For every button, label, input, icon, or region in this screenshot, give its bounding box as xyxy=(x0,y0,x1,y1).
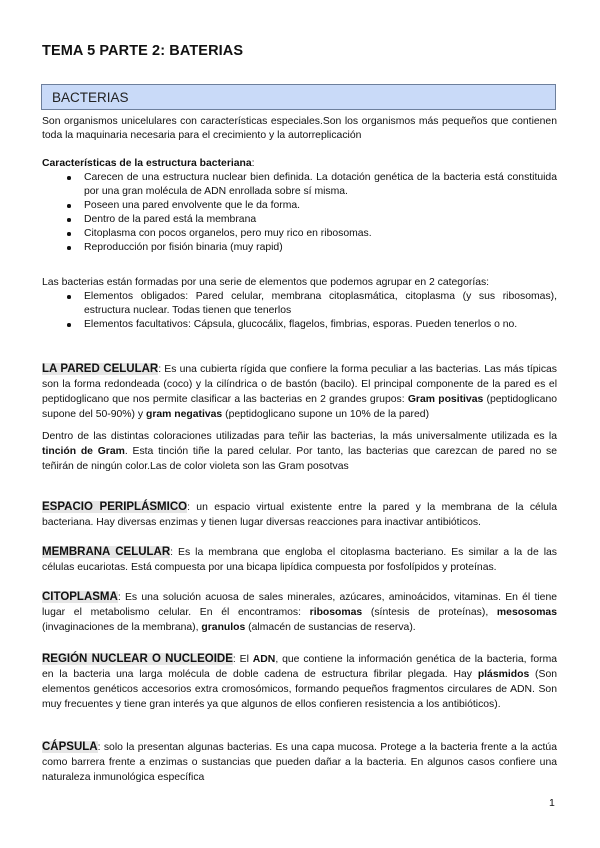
membrana-text: : Es la membrana que engloba el citoplasma bacteriano. Es similar a la de las células eucariotas. Está compuesta por una bicapa lipídica compuesta por fosfolípidos y proteínas. xyxy=(42,547,558,573)
list-item: Elementos facultativos: Cápsula, glucocálix, flagelos, fimbrias, esporas. Pueden tenerlos o no. xyxy=(84,318,557,332)
granulos-term: granulos xyxy=(201,622,246,633)
section-header-label: BACTERIAS xyxy=(52,90,129,105)
characteristics-list xyxy=(42,171,557,255)
espacio-term: ESPACIO PERIPLÁSMICO xyxy=(42,501,188,513)
gram-stain-text-b: . Esta tinción tiñe la pared celular. Por tanto, las bacterias que carezcan de pared no se teñirán de ningún color.Las de color violeta son las Gram posotvas xyxy=(42,446,557,472)
plasmidos-term: plásmidos xyxy=(477,669,530,680)
adn-term: ADN xyxy=(252,654,276,665)
membrana-paragraph xyxy=(42,545,557,575)
characteristics-heading-text: Características de la estructura bacteriana xyxy=(42,158,252,169)
citoplasma-paragraph xyxy=(42,590,557,635)
capsula-term: CÁPSULA xyxy=(42,741,98,753)
characteristics-section xyxy=(42,157,557,255)
intro-paragraph: Son organismos unicelulares con características especiales.Son los organismos más pequeños que contienen toda la maquinaria necesaria para el crecimiento y la autorreplicación xyxy=(42,116,557,141)
citoplasma-text-2: (síntesis de proteínas), xyxy=(362,607,497,618)
elements-intro: Las bacterias están formadas por una serie de elementos que podemos agrupar en 2 categorías: xyxy=(42,277,490,288)
citoplasma-term: CITOPLASMA xyxy=(42,591,118,603)
gram-positive-term: Gram positivas xyxy=(407,394,484,405)
espacio-paragraph xyxy=(42,500,557,530)
section-header-box xyxy=(41,84,556,110)
list-item: Elementos obligados: Pared celular, membrana citoplasmática, citoplasma (y sus ribosomas), estructura nuclear. Todas tienen que tenerlos xyxy=(84,291,557,316)
page-number: 1 xyxy=(549,797,555,809)
region-nuclear-term: REGIÓN NUCLEAR O NUCLEOIDE xyxy=(42,653,233,665)
mesosomas-term: mesosomas xyxy=(496,607,557,618)
citoplasma-text-3: (invaginaciones de la membrana), xyxy=(42,622,202,633)
region-nuclear-paragraph xyxy=(42,652,557,712)
capsula-text: : solo la presentan algunas bacterias. Es una capa mucosa. Protege a la bacteria frente a la actúa como barrera frente a enzimas o sustancias que pueden dañar a la bacteria. En algunos casos confiere una naturaleza inmunológica específica xyxy=(42,742,557,783)
region-text-2: , que contiene la información genética de la bacteria, forma en la bacteria una larga molécula de doble cadena de estructura fibrilar plegada. Hay xyxy=(42,654,558,680)
pared-text-b: (peptidoglicano supone del 50-90%) y xyxy=(42,394,557,420)
capsula-paragraph xyxy=(42,740,557,785)
tincion-gram-term: tinción de Gram xyxy=(42,446,125,457)
pared-paragraph xyxy=(42,362,557,422)
gram-stain-paragraph xyxy=(42,429,557,474)
list-item: Citoplasma con pocos organelos, pero muy rico en ribosomas. xyxy=(84,227,557,241)
characteristics-heading xyxy=(42,157,557,171)
list-item: Reproducción por fisión binaria (muy rapid) xyxy=(84,241,557,255)
list-item: Dentro de la pared está la membrana xyxy=(84,213,557,227)
elements-section xyxy=(42,276,557,332)
pared-text-c: (peptidoglicano supone un 10% de la pared) xyxy=(222,409,430,420)
list-item: Carecen de una estructura nuclear bien definida. La dotación genética de la bacteria está constituida por una gran molécula de ADN enrollada sobre sí misma. xyxy=(84,172,557,197)
list-item: Poseen una pared envolvente que le da forma. xyxy=(84,199,557,213)
pared-text-a: : Es una cubierta rígida que confiere la forma peculiar a las bacterias. Las más típicas son la forma redondeada (coco) y la cilíndrica o de bastón (bacilo). El principal componente de la pared es el peptidoglicano que nos permite clasificar a las bacterias en 2 grandes grupos: xyxy=(42,364,557,405)
characteristics-heading-suffix: : xyxy=(251,158,255,169)
gram-stain-text-a: Dentro de las distintas coloraciones utilizadas para teñir las bacterias, la más universalmente utilizada es la xyxy=(42,431,557,442)
ribosomas-term: ribosomas xyxy=(309,607,363,618)
gram-negative-term: gram negativas xyxy=(145,409,223,420)
citoplasma-text-4: (almacén de sustancias de reserva). xyxy=(245,622,416,633)
pared-term: LA PARED CELULAR xyxy=(42,363,159,375)
region-text-1: : El xyxy=(232,654,253,665)
document-title: TEMA 5 PARTE 2: BATERIAS xyxy=(42,43,244,59)
region-text-3: (Son elementos genéticos accesorios extra cromosómicos, formando pequeños fragmentos circulares de ADN. Son muy frecuentes y tiene gran interés ya que algunos de ellos confieren resistencia a los antibióticos). xyxy=(42,669,558,710)
citoplasma-text-1: : Es una solución acuosa de sales minerales, azúcares, aminoácidos, vitaminas. En él tiene lugar el metabolismo celular. En él encontramos: xyxy=(42,592,557,618)
elements-list xyxy=(42,290,557,332)
membrana-term: MEMBRANA CELULAR xyxy=(42,546,171,558)
espacio-text: : un espacio virtual existente entre la pared y la membrana de la célula bacteriana. Hay diversas enzimas y tienen lugar diversas reacciones para inactivar antibióticos. xyxy=(42,502,558,528)
